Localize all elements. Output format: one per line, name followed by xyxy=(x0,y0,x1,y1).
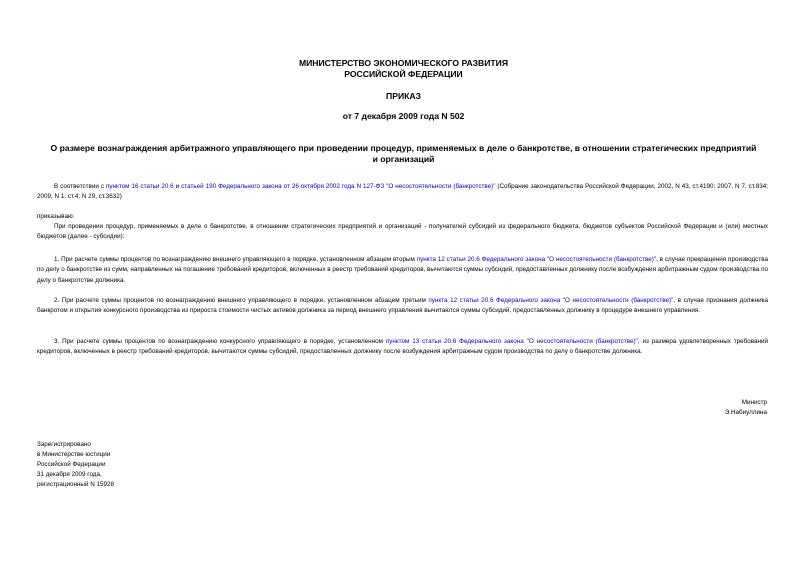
ministry-line-2: РОССИЙСКОЙ ФЕДЕРАЦИИ xyxy=(344,69,463,79)
signature-position: Министр xyxy=(741,399,767,406)
item-3-text-1: 3. При расчете суммы процентов по вознаграждению конкурсного управляющего в порядке, установленном xyxy=(54,338,386,345)
document-type: ПРИКАЗ xyxy=(386,91,421,101)
item-1-text-2: , в случае прекращения производства по делу о банкротстве из сумм, направленных на погашение требований кредиторов, включенных в реестр требований кредиторов, вычитаются суммы субсидий, предоставленных должнику после возбуждения арбитражным судом производства по делу о банкротстве должника. xyxy=(37,256,768,284)
item-2-text-1: 2. При расчете суммы процентов по вознаграждению внешнего управляющего в порядке, установленном абзацем третьим xyxy=(54,297,429,304)
ministry-line-1: МИНИСТЕРСТВО ЭКОНОМИЧЕСКОГО РАЗВИТИЯ xyxy=(298,58,509,68)
preamble-text-2: и xyxy=(173,183,182,190)
item-2-text-2: , в случае признания должника банкротом и открытия конкурсного производства из прироста стоимости чистых активов должника за период внешнего управления вычитаются суммы субсидий, предоставленных должнику в процедуре внешнего управления. xyxy=(37,297,768,315)
intro-paragraph: При проведении процедур, применяемых в деле о банкротстве, в отношении стратегических предприятий и организаций - получателей субсидий из федерального бюджета, бюджетов субъектов Российской Федерации и (или) местных бюджетов (далее - субсидии): xyxy=(37,223,768,241)
registration-line-5: регистрационный N 15928 xyxy=(37,481,115,488)
document-date-number: от 7 декабря 2009 года N 502 xyxy=(342,111,465,121)
link-item-3-punkt-13[interactable]: пунктом 13 статьи 20.6 Федерального закона "О несостоятельности (банкротстве)" xyxy=(385,338,638,345)
registration-line-2: в Министерстве юстиции xyxy=(37,451,111,458)
link-item-2-punkt-12[interactable]: пункта 12 статьи 20.6 Федерального закона "О несостоятельности (банкротстве)" xyxy=(428,297,674,304)
item-3-text-2: , из размера удовлетворенных требований кредиторов, включенных в реестр требований кредиторов, вычитаются суммы субсидий, предоставленных должнику после возбуждения арбитражным судом производства по делу о банкротстве должника. xyxy=(37,338,768,356)
preamble-text-3: (Собрание законодательства Российской Федерации, 2002, N 43, ст.4190; 2007, N 7, ст.834; 2009, N 1, ст.4; N 29, ст.3632) xyxy=(37,183,769,201)
document-title-line-2: и организаций xyxy=(372,154,435,164)
document-title-line-1: О размере вознаграждения арбитражного управляющего при проведении процедур, применяемых в деле о банкротстве, в отношении стратегических предприятий xyxy=(50,143,757,153)
registration-line-4: 31 декабря 2009 года, xyxy=(37,471,102,478)
item-1-paragraph xyxy=(37,255,768,286)
link-item-1-punkt-12[interactable]: пункта 12 статьи 20.6 Федерального закона "О несостоятельности (банкротстве)" xyxy=(416,256,657,263)
item-2-paragraph xyxy=(37,296,768,317)
item-3-paragraph xyxy=(37,337,768,358)
link-punkt-16-statya-20-6[interactable]: пунктом 16 статьи 20.6 xyxy=(106,183,174,190)
link-statya-190-law-127fz[interactable]: статьей 190 Федерального закона от 26 октября 2002 года N 127-ФЗ "О несостоятельности (банкротстве)" xyxy=(181,183,496,190)
registration-line-1: Зарегистрировано xyxy=(37,441,91,448)
signature-name: Э.Набиуллина xyxy=(724,409,767,416)
preamble-text-1: В соответствии с xyxy=(54,183,106,190)
preamble-paragraph xyxy=(37,182,768,203)
registration-line-3: Российской Федерации xyxy=(37,461,106,468)
order-word: приказываю: xyxy=(37,213,75,220)
item-1-text-1: 1. При расчете суммы процентов по вознаграждению внешнего управляющего в порядке, установленном абзацем вторым xyxy=(54,256,417,263)
